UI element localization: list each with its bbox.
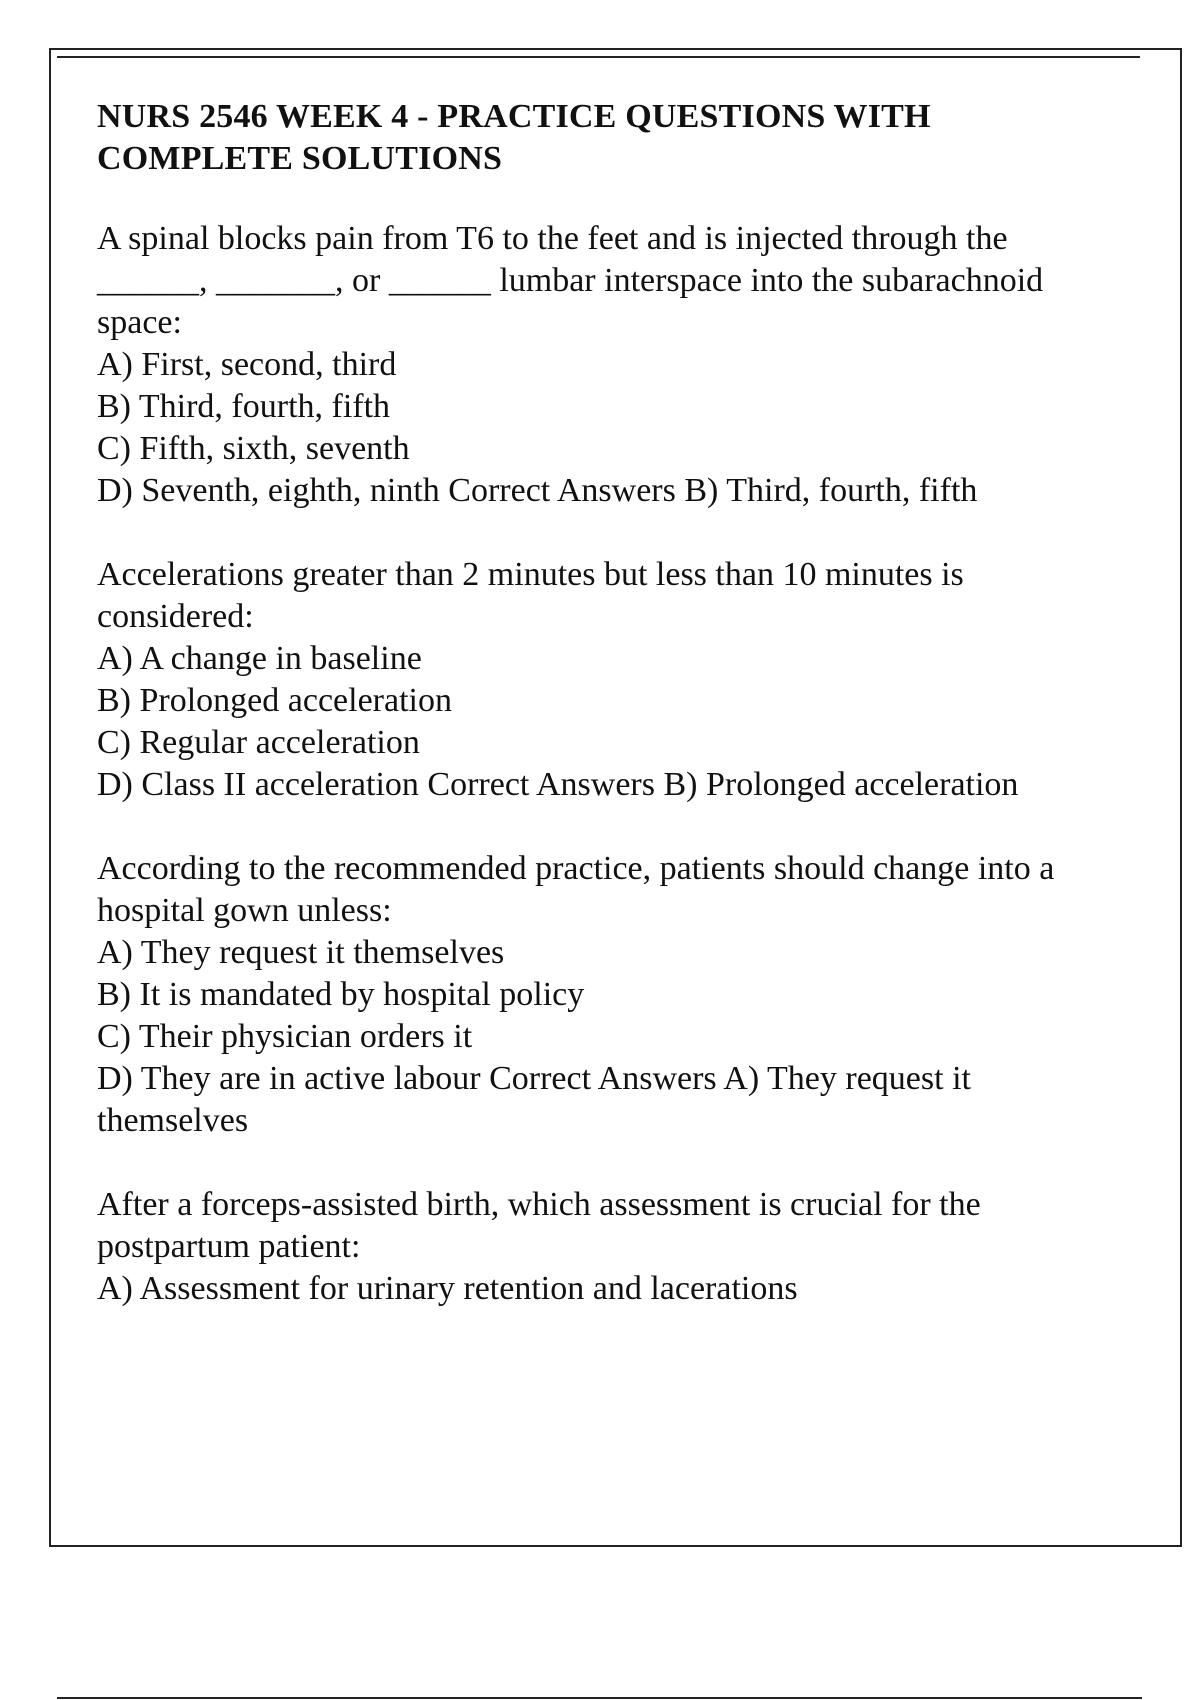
- answer-option: A) They request it themselves: [97, 934, 505, 971]
- answer-option: B) It is mandated by hospital policy: [97, 976, 585, 1013]
- question-3: [97, 848, 1057, 1142]
- answer-option: C) Regular acceleration: [97, 724, 420, 761]
- answer-option-with-solution: D) Class II acceleration Correct Answers B) Prolonged acceleration: [97, 766, 1019, 803]
- answer-option: A) Assessment for urinary retention and lacerations: [97, 1270, 798, 1307]
- answer-option: A) First, second, third: [97, 346, 397, 383]
- document-content: [97, 96, 1057, 1352]
- question-1: [97, 218, 1057, 512]
- answer-option: C) Fifth, sixth, seventh: [97, 430, 410, 467]
- question-4: [97, 1184, 1057, 1310]
- question-stem: After a forceps-assisted birth, which assessment is crucial for the postpartum patient:: [97, 1186, 981, 1265]
- answer-option-with-solution: D) Seventh, eighth, ninth Correct Answers B) Third, fourth, fifth: [97, 472, 978, 509]
- question-stem: A spinal blocks pain from T6 to the feet and is injected through the ______, _______, or ______ lumbar interspace into the subarachnoid space:: [97, 220, 1044, 341]
- question-2: [97, 554, 1057, 806]
- question-stem: Accelerations greater than 2 minutes but less than 10 minutes is considered:: [97, 556, 964, 635]
- answer-option: C) Their physician orders it: [97, 1018, 473, 1055]
- answer-option-with-solution: D) They are in active labour Correct Answers A) They request it themselves: [97, 1060, 971, 1139]
- answer-option: B) Prolonged acceleration: [97, 682, 452, 719]
- footer-rule: [57, 1697, 1142, 1699]
- question-stem: According to the recommended practice, patients should change into a hospital gown unless:: [97, 850, 1055, 929]
- header-rule: [57, 56, 1140, 58]
- answer-option: A) A change in baseline: [97, 640, 422, 677]
- document-title: NURS 2546 WEEK 4 - PRACTICE QUESTIONS WITH COMPLETE SOLUTIONS: [97, 98, 931, 177]
- answer-option: B) Third, fourth, fifth: [97, 388, 391, 425]
